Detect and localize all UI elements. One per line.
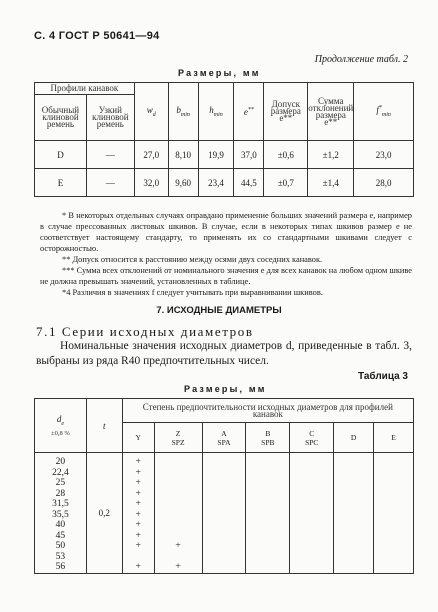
cell-f: 28,0 xyxy=(354,169,414,197)
profile-header-cell xyxy=(202,423,246,453)
preference-mark: + xyxy=(175,562,181,572)
preference-mark: + xyxy=(135,457,141,467)
body-paragraph: Номинальные значения исходных диаметров d, приведенные в табл. 3, выбраны из ряда R40 предпочтительных чисел. xyxy=(36,340,412,367)
cell-e: 44,5 xyxy=(234,169,264,197)
dimensions-caption-bottom: Размеры, мм xyxy=(184,384,267,394)
col-normal-belt: Обычный клиновой ремень xyxy=(35,95,87,141)
table-notes xyxy=(40,210,412,298)
profile-bottom-label: SPB xyxy=(261,437,275,447)
diameter-value: 45 xyxy=(55,530,66,541)
diameter-value: 25 xyxy=(55,478,66,488)
cell-profile: D xyxy=(35,141,87,169)
body-text xyxy=(36,339,412,369)
cell-e-marks xyxy=(374,453,414,574)
col-tolerance: Допуск размера e** xyxy=(264,83,308,141)
preference-group-header: Степень предпочтительности исходных диаметров для профилей канавок xyxy=(122,399,413,423)
cell-tolerance: ±0,7 xyxy=(264,169,308,197)
preference-mark xyxy=(123,552,154,563)
cell-tolerance: ±0,6 xyxy=(264,141,308,169)
note-3: *** Сумма всех отклонений от номинального значения e для всех канавок на любом одном шкиве не должна превышать значений, установленных в таблице. xyxy=(40,266,412,286)
col-diameter: $d_e$ ±0,8 % xyxy=(35,399,87,453)
preference-mark xyxy=(155,510,202,521)
note-4: *4 Различия в значениях f следует учитывать при выравнивании шкивов. xyxy=(62,288,323,297)
preference-mark: + xyxy=(135,530,141,541)
profile-header-cell xyxy=(290,423,334,453)
profile-header-cell xyxy=(374,423,414,453)
dimensions-caption-top: Размеры, мм xyxy=(178,68,261,78)
profile-bottom-label: SPZ xyxy=(171,437,185,447)
cell-narrow: — xyxy=(86,169,134,197)
preference-mark: + xyxy=(135,499,141,509)
profile-bottom-label: SPC xyxy=(305,437,319,447)
col-wd: $w_d$ xyxy=(134,83,168,141)
cell-hmin: 23,4 xyxy=(198,169,234,197)
profile-top-label: C xyxy=(309,428,315,438)
profile-header-cell xyxy=(154,423,202,453)
profile-bottom-label: Y xyxy=(135,433,141,442)
profile-bottom-label: SPA xyxy=(217,437,231,447)
table-2 xyxy=(34,82,414,197)
profile-header-cell xyxy=(122,423,154,453)
cell-b-marks xyxy=(246,453,290,574)
preference-mark xyxy=(155,489,202,500)
diameter-value: 28 xyxy=(55,488,66,499)
cell-e: 37,0 xyxy=(234,141,264,169)
table-3 xyxy=(34,398,414,574)
profile-top-label: A xyxy=(221,428,227,438)
table-continuation-label: Продолжение табл. 2 xyxy=(314,54,408,65)
col-e: e** xyxy=(234,83,264,141)
page-header: С. 4 ГОСТ Р 50641—94 xyxy=(34,30,160,42)
cell-bmin: 9,60 xyxy=(168,169,198,197)
subsection-title: 7.1 Серии исходных диаметров xyxy=(36,324,254,339)
preference-mark: + xyxy=(135,541,141,551)
col-narrow-belt: Узкий клиновой ремень xyxy=(86,95,134,141)
preference-mark: + xyxy=(135,509,141,520)
profile-bottom-label: E xyxy=(391,433,396,442)
col-hmin: $h_{min}$ xyxy=(198,83,234,141)
preference-mark: + xyxy=(135,488,141,499)
cell-t-value: 0,2 xyxy=(86,453,122,574)
cell-sum: ±1,2 xyxy=(308,141,354,169)
preference-mark: + xyxy=(175,541,181,551)
col-bmin: $b_{min}$ xyxy=(168,83,198,141)
profile-bottom-label: D xyxy=(350,433,357,442)
profile-top-label: B xyxy=(265,428,271,438)
cell-narrow: — xyxy=(86,141,134,169)
preference-mark: + xyxy=(135,562,141,572)
table-row xyxy=(35,141,414,169)
diameter-value: 53 xyxy=(55,551,66,562)
profiles-group-header: Профили канавок xyxy=(35,83,135,95)
cell-d-marks xyxy=(334,453,374,574)
cell-bmin: 8,10 xyxy=(168,141,198,169)
diameter-value: 56 xyxy=(55,562,66,572)
preference-mark xyxy=(155,478,202,489)
section-title: 7. ИСХОДНЫЕ ДИАМЕТРЫ xyxy=(156,305,282,316)
profile-header-cell xyxy=(246,423,290,453)
preference-mark: + xyxy=(135,467,141,478)
preference-mark xyxy=(155,520,202,531)
col-sum-deviation: Сумма отклонений размера e** xyxy=(308,83,354,141)
preference-mark: + xyxy=(135,520,141,530)
cell-wd: 27,0 xyxy=(134,141,168,169)
cell-z-marks xyxy=(154,453,202,574)
preference-mark xyxy=(155,552,202,563)
profile-top-label: Z xyxy=(175,428,181,438)
diameter-value: 50 xyxy=(55,541,66,551)
cell-diameters xyxy=(35,453,87,574)
preference-mark xyxy=(155,499,202,510)
cell-wd: 32,0 xyxy=(134,169,168,197)
profile-header-cell xyxy=(334,423,374,453)
cell-sum: ±1,4 xyxy=(308,169,354,197)
table-body-row xyxy=(35,453,414,574)
preference-mark xyxy=(155,531,202,542)
cell-f: 23,0 xyxy=(354,141,414,169)
diameter-value: 35,5 xyxy=(52,509,69,520)
diameter-value: 31,5 xyxy=(52,499,69,509)
table-row xyxy=(35,169,414,197)
note-1: * В некоторых отдельных случаях оправдано применение больших значений размера e, например в случае прессованных листовых шкивов. В случае, если в некоторых типах шкивов размер e не соответствует настоящему стандарту, то применять их со стандартными шкивами следует с осторожностью. xyxy=(40,211,412,253)
cell-a-marks xyxy=(202,453,246,574)
preference-mark xyxy=(155,457,202,468)
diameter-value: 40 xyxy=(55,520,66,530)
cell-y-marks xyxy=(122,453,154,574)
col-f: $f^*_{min}$ xyxy=(354,83,414,141)
col-t: t xyxy=(86,399,122,453)
diameter-value: 22,4 xyxy=(52,467,69,478)
cell-profile: E xyxy=(35,169,87,197)
preference-mark: + xyxy=(135,478,141,488)
preference-mark xyxy=(155,468,202,479)
cell-c-marks xyxy=(290,453,334,574)
cell-hmin: 19,9 xyxy=(198,141,234,169)
note-2: ** Допуск относится к расстоянию между осями двух соседних канавок. xyxy=(62,255,323,264)
diameter-value: 20 xyxy=(55,457,66,467)
table-3-label: Таблица 3 xyxy=(357,371,408,382)
